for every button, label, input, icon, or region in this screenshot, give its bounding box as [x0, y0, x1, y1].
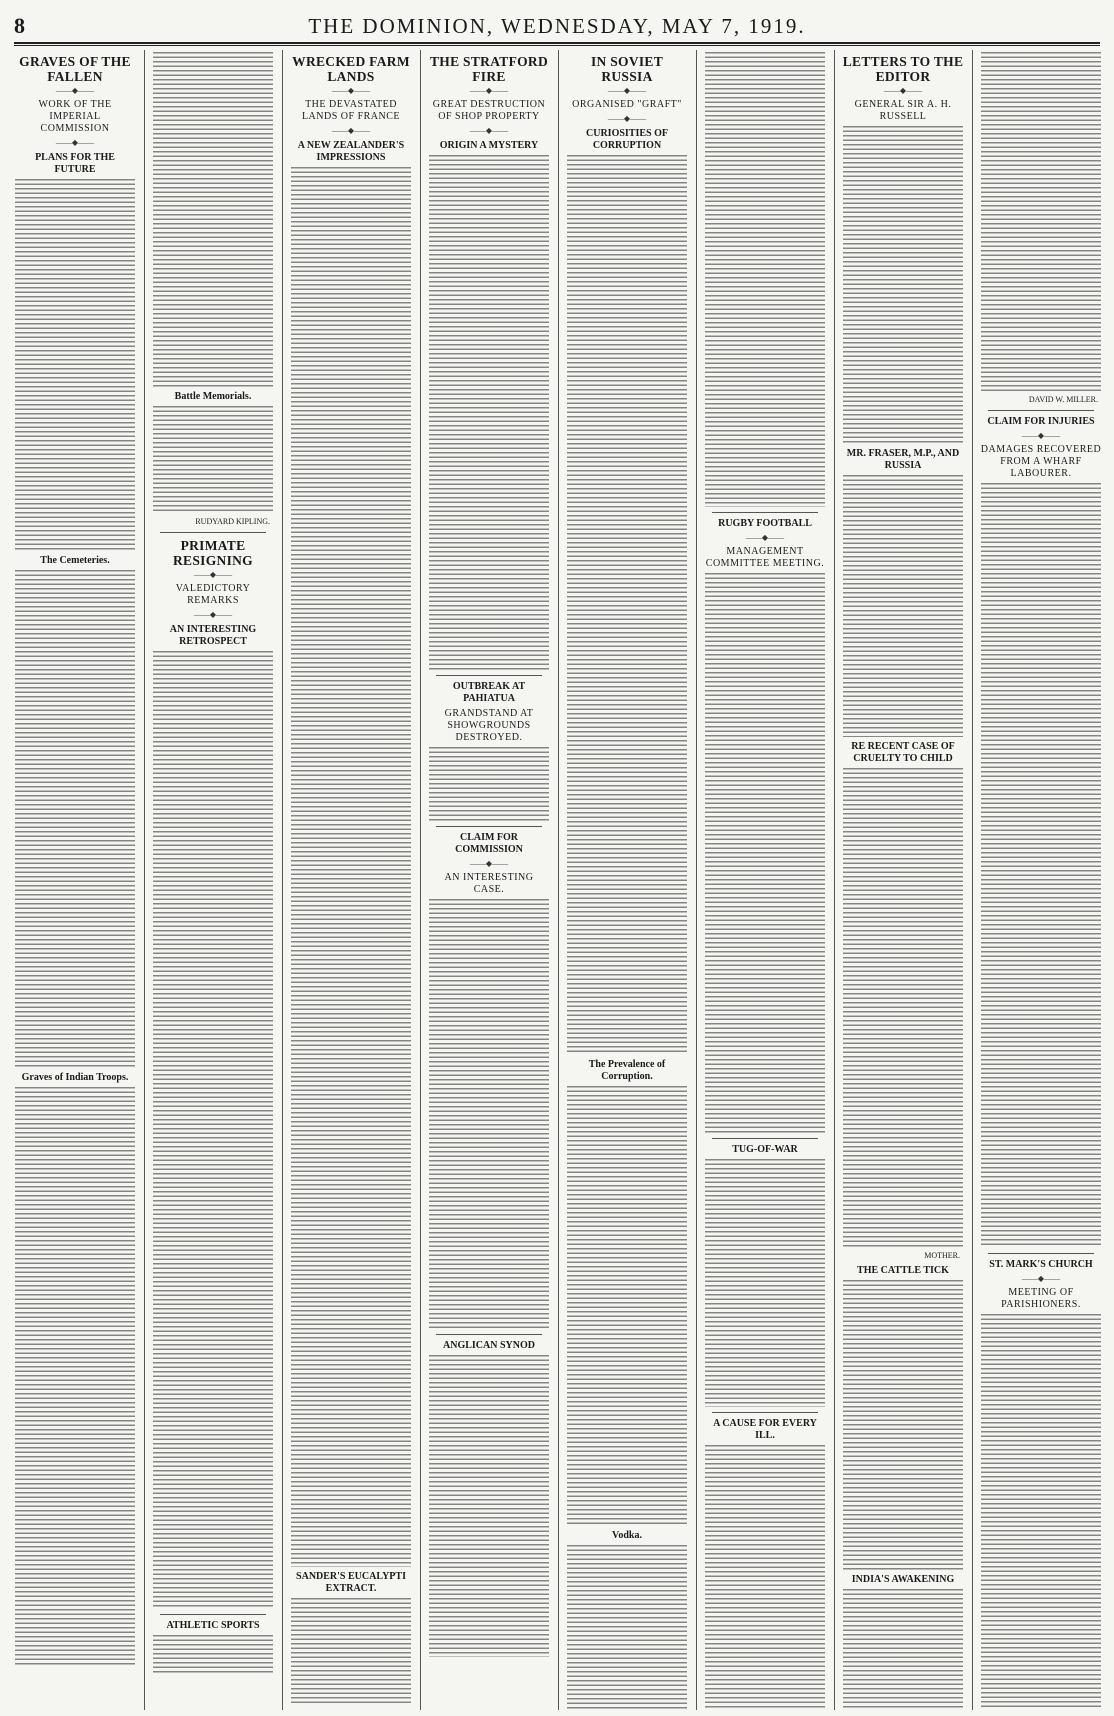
ornament-divider: ——◆——: [607, 114, 647, 123]
column-rule: [696, 50, 697, 1710]
subheadline: MEETING OF PARISHIONERS.: [1001, 1287, 1081, 1310]
section-heading: Graves of Indian Troops.: [21, 1072, 129, 1083]
section-heading: RUGBY FOOTBALL: [718, 518, 812, 529]
subheadline: AN INTERESTING CASE.: [444, 872, 534, 895]
ornament-divider: ——◆——: [469, 859, 509, 868]
text-paragraph: [843, 475, 963, 737]
text-paragraph: [705, 573, 825, 1133]
page-number: 8: [14, 13, 25, 38]
masthead: [14, 10, 1100, 44]
text-paragraph: [291, 167, 411, 1567]
section-heading: ANGLICAN SYNOD: [443, 1340, 535, 1351]
column-4: [428, 50, 550, 1710]
section-heading: ST. MARK'S CHURCH: [989, 1259, 1093, 1270]
column-rule: [282, 50, 283, 1710]
subheadline: WORK OF THE IMPERIAL COMMISSION: [38, 99, 112, 134]
ornament-divider: ——◆——: [1021, 1274, 1061, 1283]
text-paragraph: [153, 406, 273, 514]
column-rule: [558, 50, 559, 1710]
text-paragraph: [429, 747, 549, 821]
subheadline: DAMAGES RECOVERED FROM A WHARF LABOURER.: [980, 444, 1102, 479]
headline: WRECKED FARM LANDS: [292, 54, 410, 84]
rule-divider: [712, 1412, 818, 1413]
section-heading: ORIGIN A MYSTERY: [439, 140, 539, 151]
rule-divider: [436, 1334, 542, 1335]
rule-divider: [988, 410, 1094, 411]
column-rule: [420, 50, 421, 1710]
section-heading: CLAIM FOR COMMISSION: [455, 832, 523, 855]
column-2: [152, 50, 274, 1710]
column-rule: [144, 50, 145, 1710]
text-paragraph: [567, 1086, 687, 1526]
section-heading: A NEW ZEALANDER'S IMPRESSIONS: [297, 140, 405, 163]
ornament-divider: ——◆——: [883, 86, 923, 95]
section-heading: ATHLETIC SPORTS: [166, 1620, 260, 1631]
headline: THE STRATFORD FIRE: [429, 54, 549, 84]
section-heading: MR. FRASER, M.P., AND RUSSIA: [846, 448, 960, 471]
ornament-divider: ——◆——: [469, 126, 509, 135]
subheadline: ORGANISED "GRAFT": [572, 99, 682, 110]
section-heading: Vodka.: [612, 1530, 642, 1541]
newspaper-columns: [14, 50, 1100, 1710]
section-heading: A CAUSE FOR EVERY ILL.: [713, 1418, 817, 1441]
rule-divider: [436, 826, 542, 827]
text-paragraph: [981, 1314, 1101, 1710]
headline: GRAVES OF THE FALLEN: [19, 54, 131, 84]
subheadline: GENERAL SIR A. H. RUSSELL: [854, 99, 952, 122]
text-paragraph: [153, 52, 273, 387]
section-heading: THE CATTLE TICK: [857, 1265, 949, 1276]
subheadline: THE DEVASTATED LANDS OF FRANCE: [301, 99, 401, 122]
ornament-divider: ——◆——: [1021, 431, 1061, 440]
section-heading: Battle Memorials.: [174, 391, 252, 402]
headline: LETTERS TO THE EDITOR: [842, 54, 964, 84]
rule-divider: [160, 532, 266, 533]
subheadline: GRANDSTAND AT SHOWGROUNDS DESTROYED.: [444, 708, 534, 743]
ornament-divider: ——◆——: [331, 126, 371, 135]
section-heading: TUG-OF-WAR: [732, 1144, 798, 1155]
rule-divider: [988, 1253, 1094, 1254]
section-heading: CLAIM FOR INJURIES: [987, 416, 1095, 427]
text-paragraph: [567, 1545, 687, 1710]
text-paragraph: [843, 126, 963, 444]
rule-divider: [712, 512, 818, 513]
headline: PRIMATE RESIGNING: [173, 538, 253, 568]
headline: IN SOVIET RUSSIA: [590, 54, 664, 84]
masthead-rule: [14, 45, 1100, 46]
subheadline: GREAT DESTRUCTION OF SHOP PROPERTY: [432, 99, 546, 122]
text-paragraph: [981, 52, 1101, 392]
ornament-divider: ——◆——: [745, 533, 785, 542]
section-heading: OUTBREAK AT PAHIATUA: [452, 681, 526, 704]
column-5: [566, 50, 688, 1710]
subheadline: MANAGEMENT COMMITTEE MEETING.: [705, 546, 825, 569]
rule-divider: [712, 1138, 818, 1139]
text-paragraph: [15, 570, 135, 1068]
text-paragraph: [843, 1589, 963, 1710]
text-paragraph: [429, 899, 549, 1329]
text-paragraph: [153, 651, 273, 1609]
text-paragraph: [15, 179, 135, 551]
ornament-divider: ——◆——: [55, 86, 95, 95]
section-heading: The Prevalence of Corruption.: [588, 1059, 666, 1082]
text-paragraph: [981, 483, 1101, 1248]
text-paragraph: [567, 155, 687, 1055]
section-heading: RE RECENT CASE OF CRUELTY TO CHILD: [851, 741, 955, 764]
signature: DAVID W. MILLER.: [1028, 395, 1098, 404]
section-heading: INDIA'S AWAKENING: [851, 1574, 955, 1585]
section-heading: PLANS FOR THE FUTURE: [35, 152, 115, 175]
signature: MOTHER.: [924, 1251, 960, 1260]
column-3: [290, 50, 412, 1710]
text-paragraph: [291, 1598, 411, 1703]
ornament-divider: ——◆——: [193, 570, 233, 579]
text-paragraph: [843, 1280, 963, 1570]
ornament-divider: ——◆——: [55, 138, 95, 147]
column-8: [980, 50, 1102, 1710]
signature: RUDYARD KIPLING.: [195, 517, 270, 526]
column-6: [704, 50, 826, 1710]
section-heading: CURIOSITIES OF CORRUPTION: [586, 128, 668, 151]
ornament-divider: ——◆——: [193, 610, 233, 619]
newspaper-title: THE DOMINION, WEDNESDAY, MAY 7, 1919.: [308, 13, 806, 38]
text-paragraph: [429, 155, 549, 670]
rule-divider: [436, 675, 542, 676]
text-paragraph: [429, 1355, 549, 1657]
column-1: [14, 50, 136, 1710]
text-paragraph: [843, 768, 963, 1248]
column-7: [842, 50, 964, 1710]
text-paragraph: [15, 1087, 135, 1667]
ornament-divider: ——◆——: [469, 86, 509, 95]
section-heading: The Cemeteries.: [40, 555, 110, 566]
subheadline: VALEDICTORY REMARKS: [175, 583, 251, 606]
text-paragraph: [705, 1159, 825, 1407]
column-rule: [972, 50, 973, 1710]
rule-divider: [160, 1614, 266, 1615]
ornament-divider: ——◆——: [331, 86, 371, 95]
ornament-divider: ——◆——: [607, 86, 647, 95]
section-heading: SANDER'S EUCALYPTI EXTRACT.: [296, 1571, 406, 1594]
text-paragraph: [153, 1635, 273, 1675]
section-heading: AN INTERESTING RETROSPECT: [169, 624, 257, 647]
text-paragraph: [705, 1445, 825, 1710]
text-paragraph: [705, 52, 825, 507]
column-rule: [834, 50, 835, 1710]
